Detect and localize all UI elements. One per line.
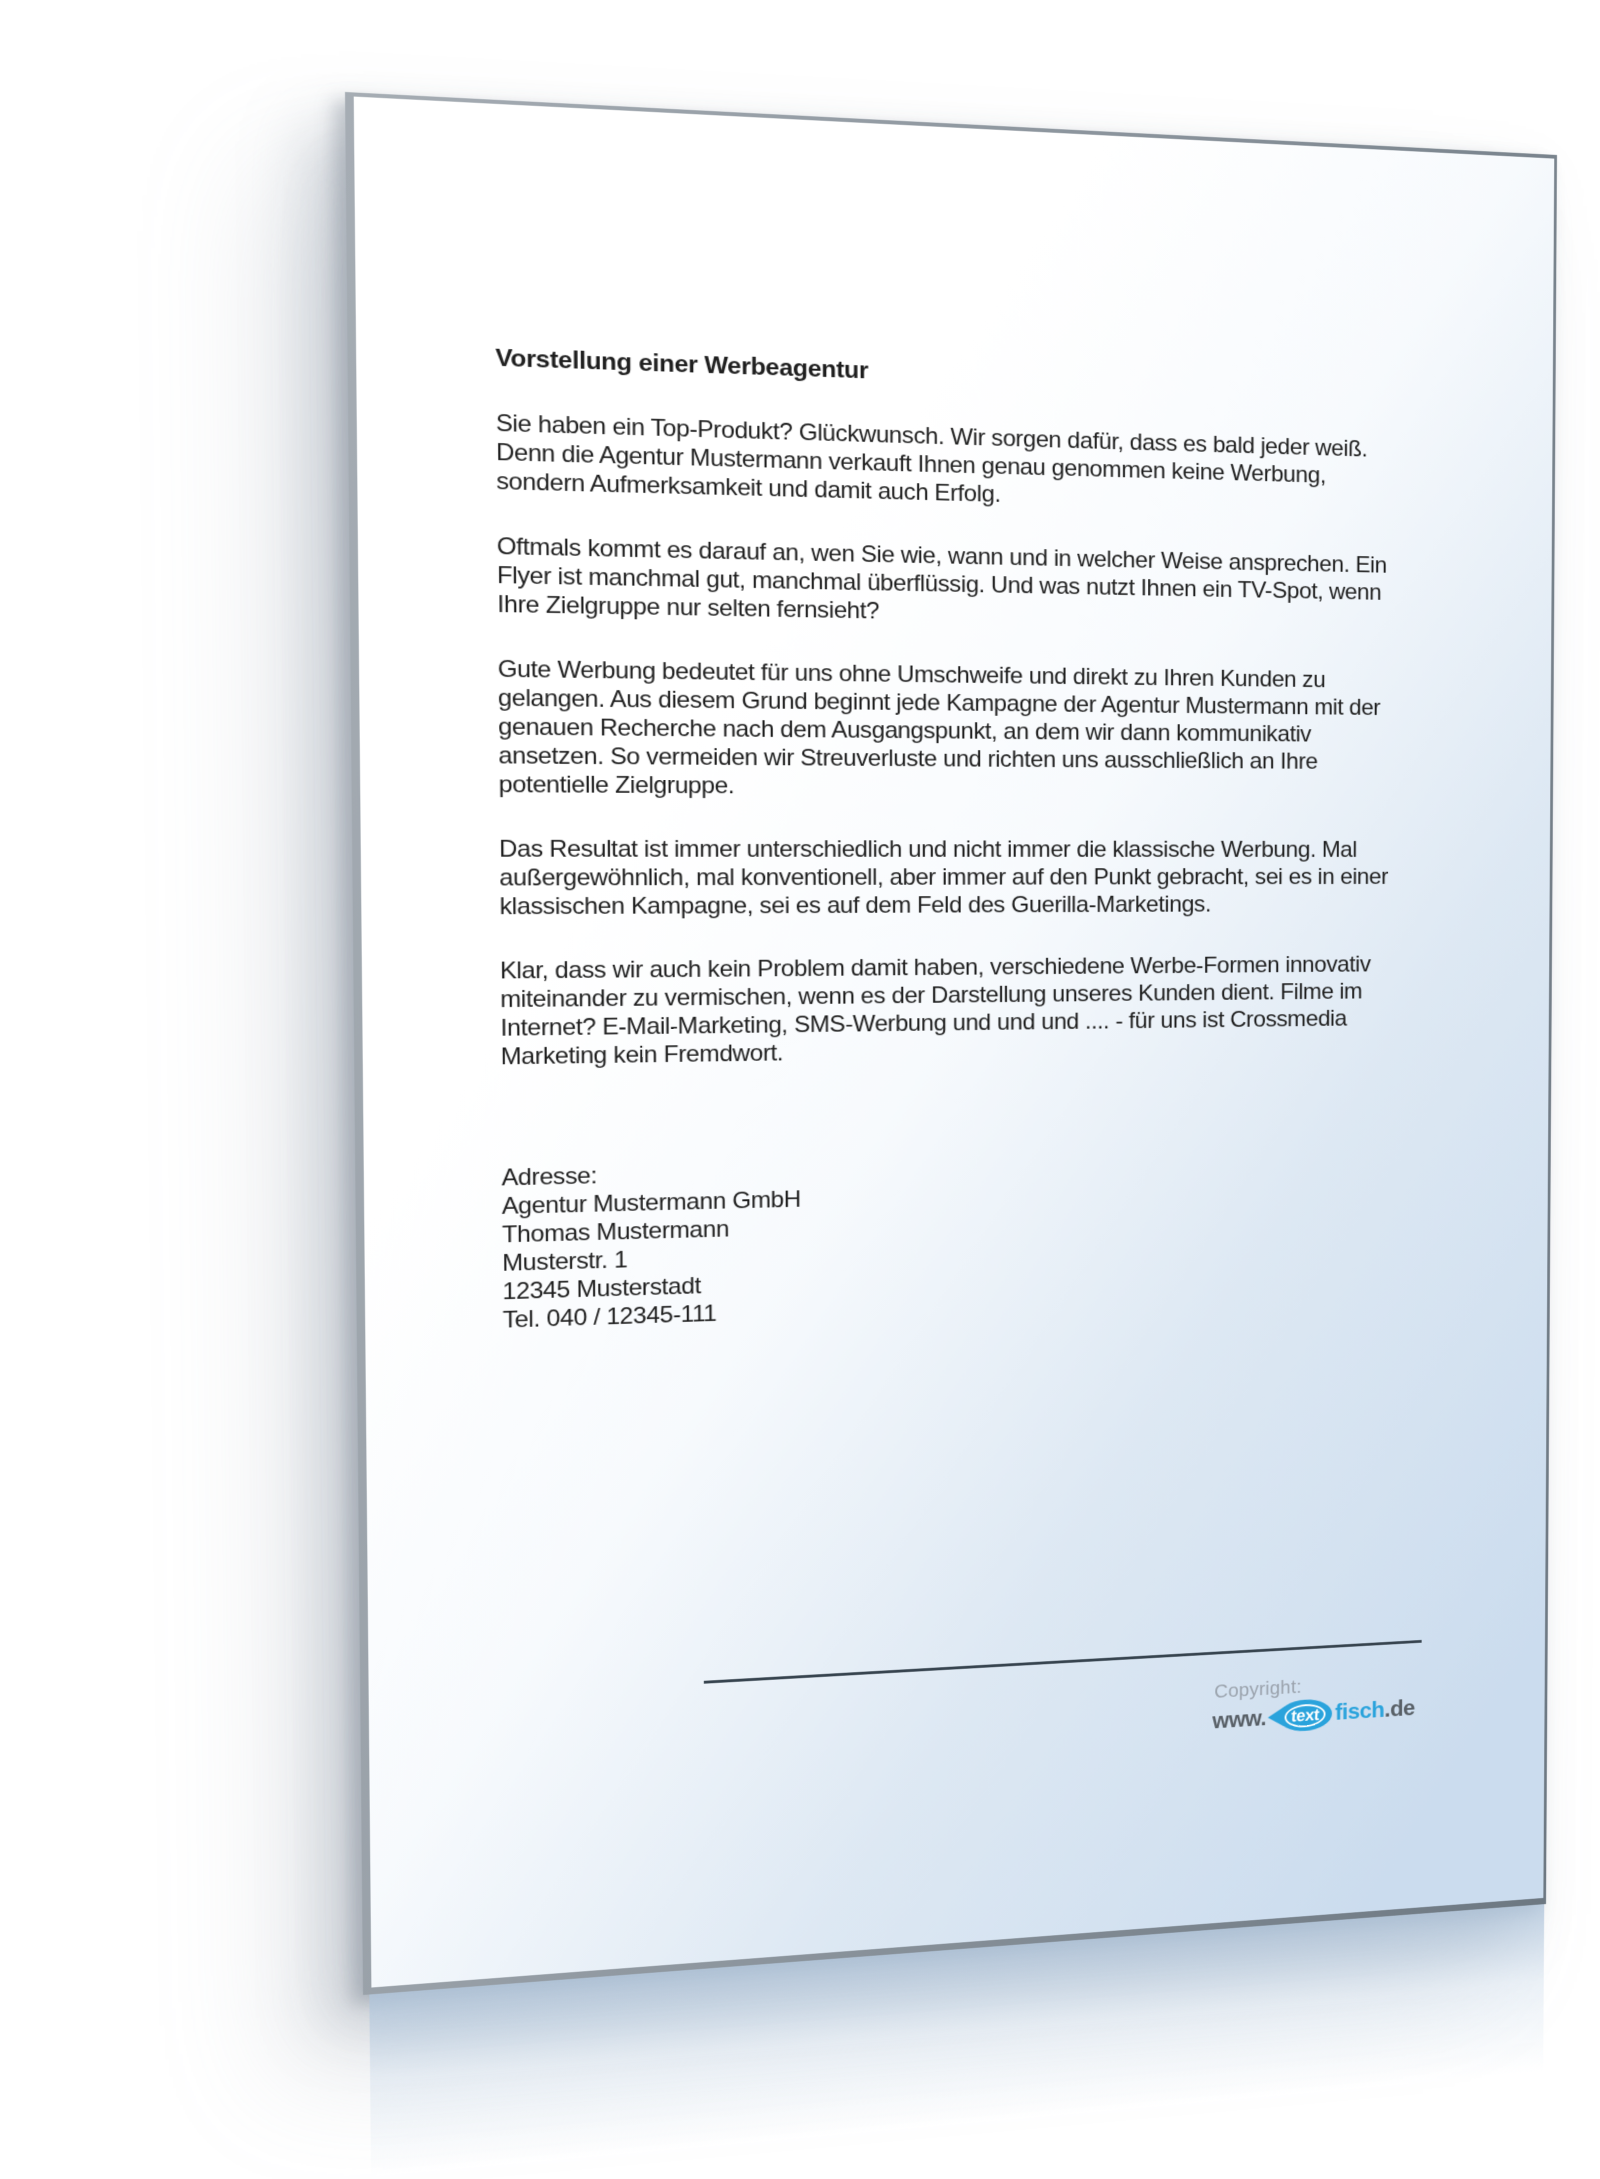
logo-www-text: www. — [1212, 1705, 1266, 1733]
page-edge-backing — [345, 92, 1557, 1995]
address-city: 12345 Musterstadt — [502, 1250, 1480, 1306]
letter-page — [354, 97, 1555, 1988]
copyright-block — [1212, 1670, 1421, 1737]
address-company: Agentur Mustermann GmbH — [502, 1170, 1481, 1221]
letter-paragraph-3: Gute Werbung bedeutet für uns ohne Umschweife und direkt zu Ihren Kunden zu gelangen. Aus diesem Grund beginnt jede Kampagne der Agentur Mustermann mit der genauen Recherche nach dem Ausgangspunkt, an dem wir dann kommunikativ ansetzen. So vermeiden wir Streuverluste und richten uns ausschließlich an Ihre potentielle Zielgruppe. — [498, 655, 1484, 803]
fish-body-icon — [1278, 1698, 1332, 1732]
letter-title: Vorstellung einer Werbeagentur — [495, 344, 1485, 406]
page-footer — [704, 1640, 1422, 1684]
letter-paragraph-5: Klar, dass wir auch kein Problem damit haben, verschiedene Werbe-Formen innovativ miteinander zu vermischen, wenn es der Darstellung unseres Kunden dient. Filme im Internet? E-Mail-Marketing, SMS-Werbung und und und .... - für uns ist Crossmedia Marketing kein Fremdwort. — [500, 950, 1482, 1071]
fish-icon — [1268, 1698, 1332, 1733]
letter-body — [495, 344, 1485, 1335]
logo-de-text: .de — [1384, 1696, 1415, 1723]
logo-fisch-text: fisch — [1335, 1698, 1384, 1727]
letter-paragraph-4: Das Resultat ist immer unterschiedlich und nicht immer die klassische Werbung. Mal außergewöhnlich, mal konventionell, aber immer auf den Punkt gebracht, sei es in einer klassischen Kampagne, sei es auf dem Feld des Guerilla-Marketings. — [499, 835, 1482, 921]
copyright-label: Copyright: — [1214, 1670, 1421, 1703]
address-block — [501, 1143, 1480, 1334]
address-phone: Tel. 040 / 12345-111 — [503, 1276, 1481, 1334]
address-street: Musterstr. 1 — [502, 1223, 1480, 1277]
address-label: Adresse: — [501, 1143, 1480, 1192]
logo-text-label: text — [1284, 1703, 1327, 1729]
letter-paragraph-2: Oftmals kommt es darauf an, wen Sie wie, wann und in welcher Weise ansprechen. Ein Flyer ist manchmal gut, manchmal überflüssig. Und was nutzt Ihnen ein TV-Spot, wenn Ihre Zielgruppe nur selten fernsieht? — [497, 532, 1484, 635]
letter-paragraph-1: Sie haben ein Top-Produkt? Glückwunsch. Wir sorgen dafür, dass es bald jeder weiß. Denn die Agentur Mustermann verkauft Ihnen genau genommen keine Werbung, sondern Aufmerksamkeit und damit auch Erfolg. — [496, 409, 1485, 521]
address-contact-name: Thomas Mustermann — [502, 1197, 1481, 1250]
